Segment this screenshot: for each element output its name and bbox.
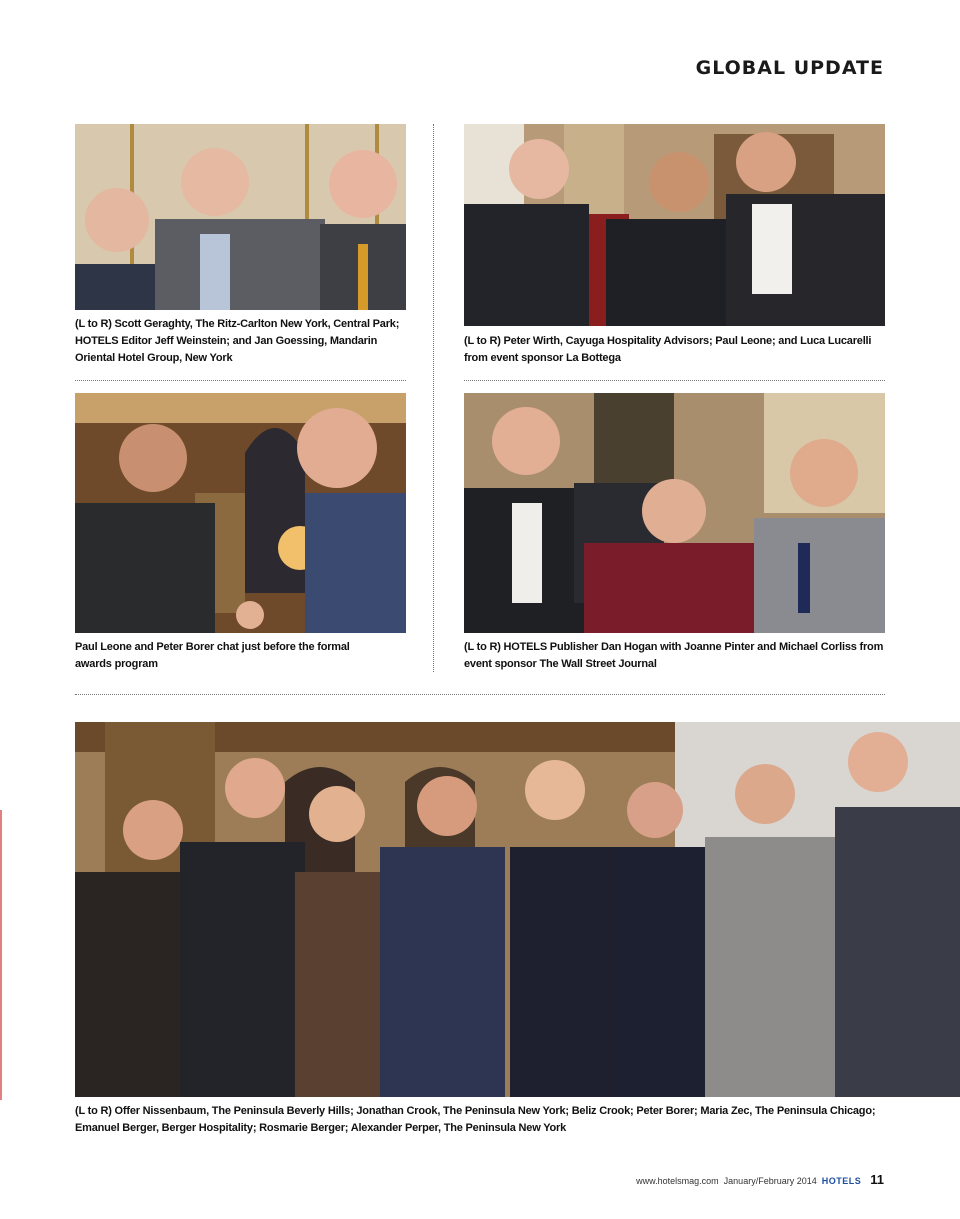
photo-5-group xyxy=(75,722,960,1097)
photo-3 xyxy=(75,393,406,633)
section-title: GLOBAL UPDATE xyxy=(695,57,884,79)
photo-4 xyxy=(464,393,885,633)
footer-brand: HOTELS xyxy=(821,1176,862,1186)
footer-website: www.hotelsmag.com xyxy=(636,1176,719,1186)
divider-row-1-right xyxy=(464,380,885,381)
page-footer xyxy=(636,1172,884,1187)
caption-photo-1: (L to R) Scott Geraghty, The Ritz-Carlton New York, Central Park; HOTELS Editor Jeff Weinstein; and Jan Goessing, Mandarin Oriental Hotel Group, New York xyxy=(75,318,400,364)
page-edge-marker xyxy=(0,810,2,1100)
caption-photo-5: (L to R) Offer Nissenbaum, The Peninsula Beverly Hills; Jonathan Crook, The Peninsula New York; Beliz Crook; Peter Borer; Maria Zec, The Peninsula Chicago; Emanuel Berger, Berger Hospitality; Rosmarie Berger; Alexander Perper, The Peninsula New York xyxy=(75,1105,876,1134)
divider-row-1-left xyxy=(75,380,406,381)
photo-2 xyxy=(464,124,885,326)
photo-1 xyxy=(75,124,406,310)
page-number: 11 xyxy=(870,1172,884,1187)
caption-photo-4: (L to R) HOTELS Publisher Dan Hogan with Joanne Pinter and Michael Corliss from event sponsor The Wall Street Journal xyxy=(464,641,884,670)
caption-photo-2: (L to R) Peter Wirth, Cayuga Hospitality Advisors; Paul Leone; and Luca Lucarelli from event sponsor La Bottega xyxy=(464,335,872,364)
caption-photo-3: Paul Leone and Peter Borer chat just before the formal awards program xyxy=(75,641,350,670)
divider-row-2 xyxy=(75,694,885,695)
footer-issue: January/February 2014 xyxy=(723,1176,817,1186)
column-divider xyxy=(433,124,434,672)
